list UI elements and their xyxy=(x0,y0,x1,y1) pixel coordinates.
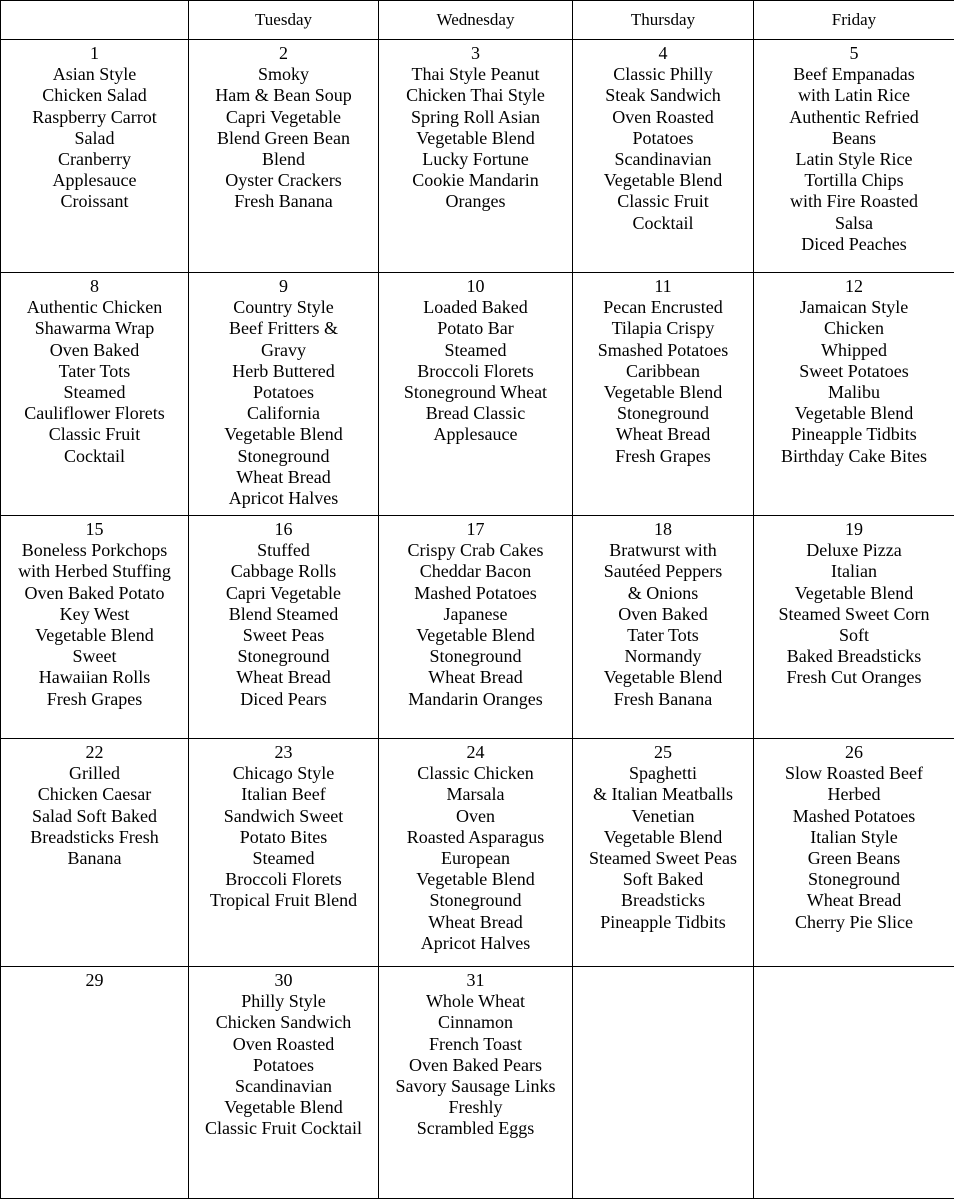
menu-item-line: Classic Fruit xyxy=(617,191,709,212)
day-cell-content xyxy=(379,967,572,1140)
menu-item-line: & Onions xyxy=(627,582,699,603)
menu-item-line: Stoneground Wheat xyxy=(403,382,548,403)
menu-item-line: Stuffed xyxy=(257,540,310,561)
menu-item-line: Pineapple Tidbits xyxy=(791,424,917,445)
menu-item-line: Smashed Potatoes xyxy=(597,339,729,360)
menu-item-line: Italian xyxy=(831,561,877,582)
menu-item-line: Broccoli Florets xyxy=(417,360,534,381)
day-number: 17 xyxy=(466,519,485,539)
weekday-header-friday: Friday xyxy=(754,1,954,40)
day-cell-content xyxy=(379,739,572,954)
menu-item-line: Deluxe Pizza xyxy=(806,540,902,561)
menu-item-line: Ham & Bean Soup xyxy=(215,85,352,106)
day-cell xyxy=(573,516,754,739)
menu-item-line: Vegetable Blend xyxy=(35,625,154,646)
week-row xyxy=(1,273,954,516)
day-cell xyxy=(189,40,379,273)
day-cell xyxy=(189,739,379,967)
menu-item-line: Vegetable Blend xyxy=(224,424,343,445)
day-cell xyxy=(189,273,379,516)
menu-item-line: Steamed xyxy=(63,382,126,403)
day-number: 5 xyxy=(849,43,859,63)
menu-item-line: Apricot Halves xyxy=(420,932,531,953)
menu-item-line: Classic Philly xyxy=(613,64,713,85)
menu-item-line: Tilapia Crispy xyxy=(611,318,715,339)
day-number: 31 xyxy=(466,970,485,990)
menu-item-line: Salsa xyxy=(835,212,873,233)
menu-item-line: Apricot Halves xyxy=(228,488,339,509)
menu-item-line: Philly Style xyxy=(241,991,326,1012)
day-number: 12 xyxy=(845,276,863,296)
menu-item-line: Cranberry xyxy=(58,149,131,170)
day-cell-content xyxy=(754,40,954,255)
day-number: 26 xyxy=(845,742,863,762)
menu-item-line: Cookie Mandarin xyxy=(412,170,539,191)
menu-item-line: Capri Vegetable xyxy=(225,582,342,603)
menu-item-line: & Italian Meatballs xyxy=(593,784,733,805)
menu-item-line: Potato Bites xyxy=(239,826,328,847)
menu-item-line: Stoneground xyxy=(237,646,330,667)
day-number xyxy=(573,970,753,991)
menu-item-line: Stoneground xyxy=(808,869,900,890)
menu-item-line: Applesauce xyxy=(433,424,518,445)
menu-item-line: Slow Roasted Beef xyxy=(785,763,923,784)
menu-item-line: Wheat Bread xyxy=(236,466,331,487)
menu-item-line: Potatoes xyxy=(253,1054,314,1075)
day-cell-content xyxy=(189,516,378,710)
menu-item-line: Scandinavian xyxy=(614,149,712,170)
menu-item-line: Spring Roll Asian xyxy=(410,106,540,127)
menu-item-line: Oven Baked xyxy=(618,603,708,624)
menu-item-line: Vegetable Blend xyxy=(603,667,723,688)
menu-item-line: Vegetable Blend xyxy=(416,625,535,646)
menu-item-line: Potatoes xyxy=(632,127,694,148)
day-cell xyxy=(1,739,189,967)
menu-item-line: Steak Sandwich xyxy=(605,85,721,106)
menu-item-line: Sandwich Sweet xyxy=(223,805,344,826)
day-cell-content xyxy=(1,516,188,710)
menu-item-line: Spaghetti xyxy=(629,763,697,784)
day-cell-content xyxy=(1,273,188,467)
menu-item-line: Broccoli Florets xyxy=(225,869,342,890)
menu-item-line: Vegetable Blend xyxy=(224,1097,343,1118)
menu-item-line: Sweet Potatoes xyxy=(799,360,909,381)
menu-item-line: Chicago Style xyxy=(232,763,335,784)
menu-item-line: Caribbean xyxy=(626,360,700,381)
day-number: 18 xyxy=(654,519,672,539)
menu-item-line: Savory Sausage Links xyxy=(395,1076,556,1097)
menu-item-line: Applesauce xyxy=(52,170,137,191)
menu-item-line: Vegetable Blend xyxy=(416,127,535,148)
day-number: 11 xyxy=(654,276,672,296)
menu-item-line: Cauliflower Florets xyxy=(24,403,165,424)
menu-item-line: Vegetable Blend xyxy=(603,382,723,403)
menu-item-line: Cinnamon xyxy=(438,1012,513,1033)
day-cell-content xyxy=(1,40,188,213)
menu-item-line: Tropical Fruit Blend xyxy=(209,890,358,911)
day-number: 9 xyxy=(279,276,288,296)
menu-item-line: Bread Classic xyxy=(425,403,526,424)
menu-item-line: Wheat Bread xyxy=(236,667,331,688)
day-cell-content xyxy=(379,273,572,446)
menu-item-line: Oven Baked Pears xyxy=(409,1054,542,1075)
day-number: 15 xyxy=(85,519,104,539)
menu-item-line: Authentic Chicken xyxy=(26,297,163,318)
menu-item-line: Mandarin Oranges xyxy=(408,688,543,709)
menu-item-line: Thai Style Peanut xyxy=(411,64,540,85)
menu-item-line: Banana xyxy=(67,848,122,869)
menu-item-line: Beans xyxy=(832,127,876,148)
menu-item-line: Grilled xyxy=(69,763,120,784)
menu-item-line: Green Beans xyxy=(807,848,901,869)
menu-item-line: Birthday Cake Bites xyxy=(781,445,927,466)
day-cell-content xyxy=(1,967,188,991)
menu-item-line: Freshly xyxy=(448,1097,503,1118)
menu-item-line: Scrambled Eggs xyxy=(416,1118,535,1139)
menu-item-line: Baked Breadsticks xyxy=(786,646,922,667)
menu-item-line: Chicken xyxy=(824,318,884,339)
menu-item-line: Beef Empanadas xyxy=(793,64,915,85)
menu-item-line: Soft xyxy=(838,625,869,646)
day-cell xyxy=(573,967,754,1199)
menu-item-line: Herbed xyxy=(827,784,881,805)
menu-item-line: Jamaican Style xyxy=(799,297,909,318)
menu-item-line: Oven Baked xyxy=(49,339,140,360)
weekday-header-tuesday: Tuesday xyxy=(189,1,379,40)
day-cell xyxy=(1,967,189,1199)
day-cell-content xyxy=(573,516,753,710)
menu-item-line: Raspberry Carrot xyxy=(32,106,157,127)
week-row xyxy=(1,967,954,1199)
menu-item-line: Steamed xyxy=(252,848,315,869)
weekday-header-thursday: Thursday xyxy=(573,1,754,40)
menu-item-line: Japanese xyxy=(443,603,508,624)
menu-item-line: Blend Steamed xyxy=(228,603,339,624)
week-row xyxy=(1,40,954,273)
menu-item-line: Italian Style xyxy=(810,826,898,847)
menu-item-line: Fresh Banana xyxy=(613,688,713,709)
menu-item-line: Vegetable Blend xyxy=(416,869,535,890)
day-cell xyxy=(379,273,573,516)
menu-item-line: Cabbage Rolls xyxy=(230,561,337,582)
menu-item-line: Fresh Cut Oranges xyxy=(786,667,922,688)
menu-item-line: Steamed Sweet Corn xyxy=(778,603,930,624)
menu-item-line: Sautéed Peppers xyxy=(603,561,723,582)
menu-item-line: with Latin Rice xyxy=(798,85,910,106)
menu-item-line: Oven Baked Potato xyxy=(24,582,165,603)
day-number: 25 xyxy=(654,742,672,762)
menu-item-line: Scandinavian xyxy=(235,1076,332,1097)
menu-item-line: Sweet Peas xyxy=(242,625,325,646)
day-cell-content xyxy=(573,40,753,234)
menu-item-line: Boneless Porkchops xyxy=(21,540,168,561)
menu-item-line: Wheat Bread xyxy=(428,667,523,688)
menu-item-line: Chicken Thai Style xyxy=(406,85,545,106)
menu-item-line: Soft Baked xyxy=(622,869,704,890)
menu-item-line: Crispy Crab Cakes xyxy=(407,540,544,561)
menu-item-line: Sweet xyxy=(72,646,117,667)
day-cell-content xyxy=(379,40,572,213)
day-cell xyxy=(189,516,379,739)
day-cell-content xyxy=(754,739,954,933)
day-cell-content xyxy=(573,739,753,933)
day-cell xyxy=(379,739,573,967)
menu-item-line: with Fire Roasted xyxy=(790,191,918,212)
menu-item-line: Classic Fruit Cocktail xyxy=(205,1118,362,1139)
menu-item-line: Stoneground xyxy=(237,445,330,466)
day-cell-content xyxy=(754,273,954,467)
day-cell xyxy=(754,739,954,967)
menu-item-line: Roasted Asparagus xyxy=(406,826,545,847)
menu-item-line: Potatoes xyxy=(253,382,314,403)
day-cell xyxy=(573,40,754,273)
day-cell xyxy=(1,516,189,739)
menu-item-line: Chicken Caesar xyxy=(37,784,152,805)
day-cell-content xyxy=(189,967,378,1140)
day-cell xyxy=(754,516,954,739)
day-number: 8 xyxy=(90,276,99,296)
menu-item-line: Chicken Salad xyxy=(42,85,147,106)
day-number: 23 xyxy=(274,742,293,762)
day-cell xyxy=(754,273,954,516)
menu-item-line: Vegetable Blend xyxy=(794,582,914,603)
menu-item-line: Cocktail xyxy=(64,445,125,466)
day-number: 2 xyxy=(279,43,288,63)
menu-item-line: Tortilla Chips xyxy=(804,170,904,191)
menu-item-line: Wheat Bread xyxy=(806,890,902,911)
menu-item-line: Cherry Pie Slice xyxy=(795,911,913,932)
day-cell xyxy=(379,40,573,273)
day-cell-content xyxy=(573,967,753,991)
menu-item-line: Salad xyxy=(74,127,115,148)
day-cell xyxy=(1,40,189,273)
menu-item-line: Breadsticks xyxy=(621,890,705,911)
day-cell xyxy=(573,273,754,516)
day-number xyxy=(754,970,954,991)
menu-item-line: Vegetable Blend xyxy=(603,826,723,847)
menu-item-line: Stoneground xyxy=(429,646,522,667)
menu-item-line: Lucky Fortune xyxy=(422,149,529,170)
menu-item-line: Fresh Grapes xyxy=(46,688,143,709)
day-number: 1 xyxy=(90,43,99,63)
menu-item-line: Oranges xyxy=(445,191,506,212)
day-number: 3 xyxy=(471,43,480,63)
day-cell-content xyxy=(189,40,378,213)
calendar-body xyxy=(1,40,954,1199)
menu-item-line: Vegetable Blend xyxy=(794,403,914,424)
menu-item-line: Bratwurst with xyxy=(609,540,717,561)
menu-item-line: Classic Chicken xyxy=(417,763,534,784)
day-cell-content xyxy=(189,739,378,912)
menu-item-line: Country Style xyxy=(233,297,334,318)
menu-item-line: Classic Fruit xyxy=(48,424,141,445)
menu-item-line: Breadsticks Fresh xyxy=(30,826,159,847)
day-cell xyxy=(1,273,189,516)
day-cell-content xyxy=(754,516,954,689)
menu-item-line: Smoky xyxy=(257,64,309,85)
day-number: 19 xyxy=(845,519,863,539)
menu-item-line: Shawarma Wrap xyxy=(34,318,155,339)
menu-item-line: Salad Soft Baked xyxy=(32,805,157,826)
day-number: 16 xyxy=(274,519,293,539)
menu-item-line: Asian Style xyxy=(52,64,137,85)
day-number: 24 xyxy=(466,742,485,762)
menu-item-line: Blend Green Bean xyxy=(217,127,350,148)
day-cell xyxy=(189,967,379,1199)
menu-item-line: Oven xyxy=(456,805,495,826)
menu-item-line: California xyxy=(247,403,320,424)
menu-item-line: Wheat Bread xyxy=(428,911,523,932)
day-cell xyxy=(379,967,573,1199)
menu-item-line: Hawaiian Rolls xyxy=(38,667,151,688)
menu-item-line: Gravy xyxy=(261,339,306,360)
day-number: 22 xyxy=(85,742,104,762)
day-cell xyxy=(754,967,954,1199)
menu-item-line: Oven Roasted xyxy=(612,106,714,127)
menu-item-line: Pecan Encrusted xyxy=(603,297,723,318)
menu-item-line: Cocktail xyxy=(632,212,694,233)
day-cell xyxy=(754,40,954,273)
day-cell xyxy=(573,739,754,967)
day-cell-content xyxy=(573,273,753,467)
menu-item-line: Whole Wheat xyxy=(425,991,526,1012)
menu-item-line: Fresh Banana xyxy=(234,191,333,212)
menu-item-line: Beef Fritters & xyxy=(229,318,338,339)
menu-item-line: Stoneground xyxy=(429,890,522,911)
menu-item-line: Fresh Grapes xyxy=(615,445,711,466)
menu-item-line: Wheat Bread xyxy=(615,424,711,445)
day-number: 30 xyxy=(274,970,293,990)
menu-item-line: European xyxy=(441,848,510,869)
menu-item-line: Oyster Crackers xyxy=(225,170,342,191)
menu-item-line: Herb Buttered xyxy=(232,360,335,381)
menu-item-line: Croissant xyxy=(60,191,129,212)
weekday-header-monday xyxy=(1,1,189,40)
menu-item-line: with Herbed Stuffing xyxy=(18,561,171,582)
menu-item-line: Steamed Sweet Peas xyxy=(589,848,737,869)
menu-item-line: Stoneground xyxy=(617,403,709,424)
menu-item-line: Key West xyxy=(59,603,130,624)
day-number: 10 xyxy=(466,276,485,296)
week-row xyxy=(1,516,954,739)
day-number: 29 xyxy=(85,970,104,990)
menu-item-line: Mashed Potatoes xyxy=(414,582,537,603)
week-row xyxy=(1,739,954,967)
menu-item-line: Capri Vegetable xyxy=(225,106,342,127)
menu-item-line: Marsala xyxy=(446,784,505,805)
day-cell-content xyxy=(379,516,572,710)
menu-item-line: Normandy xyxy=(624,646,702,667)
menu-item-line: Oven Roasted xyxy=(232,1033,335,1054)
menu-item-line: Vegetable Blend xyxy=(603,170,723,191)
menu-item-line: Authentic Refried xyxy=(789,106,919,127)
menu-item-line: Blend xyxy=(262,149,305,170)
weekday-header-wednesday: Wednesday xyxy=(379,1,573,40)
day-cell-content xyxy=(189,273,378,509)
menu-item-line: Pineapple Tidbits xyxy=(600,911,726,932)
menu-item-line: Chicken Sandwich xyxy=(215,1012,352,1033)
weekday-header-row xyxy=(1,1,954,40)
menu-item-line: Diced Peaches xyxy=(801,233,907,254)
day-cell xyxy=(379,516,573,739)
menu-item-line: Loaded Baked xyxy=(423,297,528,318)
menu-item-line: Italian Beef xyxy=(241,784,326,805)
day-cell-content xyxy=(1,739,188,869)
menu-item-line: Tater Tots xyxy=(58,360,131,381)
menu-item-line: French Toast xyxy=(429,1033,522,1054)
day-cell-content xyxy=(754,967,954,991)
menu-item-line: Potato Bar xyxy=(437,318,514,339)
menu-item-line: Venetian xyxy=(631,805,695,826)
day-number: 4 xyxy=(658,43,668,63)
menu-item-line: Cheddar Bacon xyxy=(419,561,532,582)
menu-item-line: Steamed xyxy=(444,339,507,360)
menu-item-line: Whipped xyxy=(821,339,887,360)
menu-item-line: Tater Tots xyxy=(627,625,699,646)
menu-item-line: Mashed Potatoes xyxy=(792,805,916,826)
menu-item-line: Malibu xyxy=(828,382,880,403)
menu-item-line: Diced Pears xyxy=(240,688,327,709)
menu-item-line: Latin Style Rice xyxy=(795,149,913,170)
